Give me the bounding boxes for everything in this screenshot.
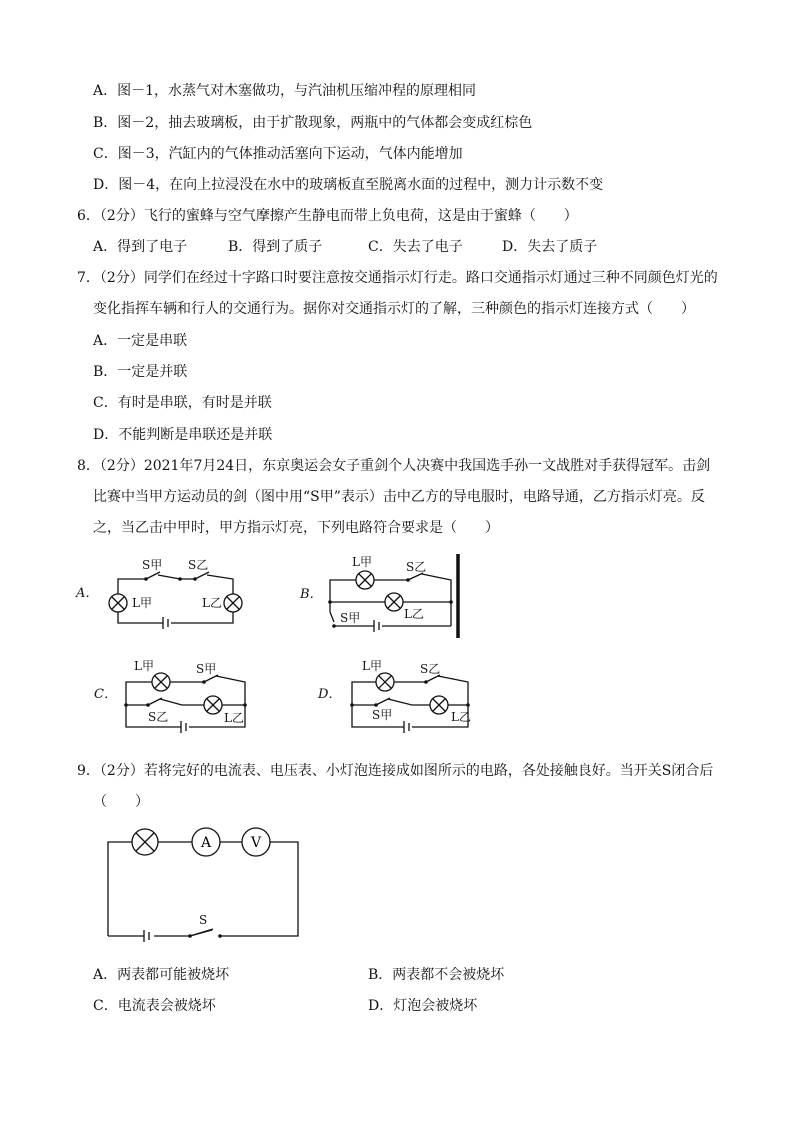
q8-option-c-letter: C． bbox=[94, 687, 117, 702]
q7-option-d: D．不能判断是串联还是并联 bbox=[93, 427, 273, 443]
q8-b-label-l-jia: L甲 bbox=[352, 555, 372, 569]
q9-stem-line-2: （ ） bbox=[93, 794, 149, 810]
q8-c-label-s-jia: S甲 bbox=[196, 662, 217, 676]
q8-option-a-letter: A． bbox=[76, 586, 99, 601]
q9-switch-label: S bbox=[199, 913, 208, 927]
q8-a-label-s-jia: S甲 bbox=[142, 558, 163, 572]
q9-circuit bbox=[100, 820, 310, 945]
q8-option-b-letter: B． bbox=[300, 587, 323, 602]
q8-c-label-s-yi: S乙 bbox=[148, 710, 169, 724]
ammeter-label: A bbox=[200, 835, 212, 851]
q5-option-c: C．图－3，汽缸内的气体推动活塞向下运动，气体内能增加 bbox=[93, 146, 463, 162]
q9-option-b: B．两表都不会被烧坏 bbox=[368, 967, 505, 983]
q8-option-d-letter: D． bbox=[318, 687, 342, 702]
q8-a-label-s-yi: S乙 bbox=[188, 558, 209, 572]
q8-d-label-s-yi: S乙 bbox=[420, 662, 441, 676]
q8-d-label-l-yi: L乙 bbox=[451, 710, 471, 724]
q7-option-a: A．一定是串联 bbox=[93, 333, 188, 349]
q8-stem-line-2: 比赛中当甲方运动员的剑（图中用“S甲”表示）击中乙方的导电服时，电路导通，乙方指示灯亮。反 bbox=[93, 489, 705, 505]
q8-b-label-s-jia: S甲 bbox=[340, 611, 361, 625]
q8-circuit-d bbox=[316, 655, 496, 735]
q8-a-label-l-jia: L甲 bbox=[132, 596, 152, 610]
q8-d-label-s-jia: S甲 bbox=[372, 708, 393, 722]
q9-option-c: C．电流表会被烧坏 bbox=[93, 998, 216, 1014]
q9-option-a: A．两表都可能被烧坏 bbox=[93, 967, 230, 983]
q6-option-a: A．得到了电子 bbox=[93, 239, 188, 255]
q5-option-a: A．图－1，水蒸气对木塞做功，与汽油机压缩冲程的原理相同 bbox=[93, 83, 477, 99]
q8-d-label-l-jia: L甲 bbox=[362, 659, 382, 673]
q6-option-b: B．得到了质子 bbox=[228, 239, 323, 255]
q9-option-d: D．灯泡会被烧坏 bbox=[368, 998, 478, 1014]
q9-options-row-2 bbox=[0, 996, 794, 1016]
q7-option-c: C．有时是串联，有时是并联 bbox=[93, 395, 272, 411]
q6-option-d: D．失去了质子 bbox=[502, 239, 598, 255]
battery-icon bbox=[144, 930, 149, 942]
q7-option-b: B．一定是并联 bbox=[93, 364, 188, 380]
q5-option-d: D．图－4，在向上拉浸没在水中的玻璃板直至脱离水面的过程中，测力计示数不变 bbox=[93, 177, 604, 193]
q9-options-row-1 bbox=[0, 965, 794, 985]
q7-stem-line-2: 变化指挥车辆和行人的交通行为。据你对交通指示灯的了解，三种颜色的指示灯连接方式（ ） bbox=[93, 301, 695, 317]
q8-b-label-l-yi: L乙 bbox=[404, 607, 424, 621]
q8-stem-line-3: 之，当乙击中甲时，甲方指示灯亮，下列电路符合要求是（ ） bbox=[93, 520, 499, 536]
q6-option-c: C．失去了电子 bbox=[368, 239, 463, 255]
q5-option-b: B．图－2，抽去玻璃板，由于扩散现象，两瓶中的气体都会变成红棕色 bbox=[93, 115, 533, 131]
q8-circuit-b bbox=[296, 550, 471, 640]
q8-stem-line-1: 8．（2分）2021年7月24日，东京奥运会女子重剑个人决赛中我国选手孙一文战胜对手获得冠军。击剑 bbox=[77, 458, 711, 474]
q7-stem-line-1: 7．（2分）同学们在经过十字路口时要注意按交通指示灯行走。路口交通指示灯通过三种不同颜色灯光的 bbox=[77, 270, 718, 286]
q8-a-label-l-yi: L乙 bbox=[202, 596, 222, 610]
q8-b-label-s-yi: S乙 bbox=[406, 560, 427, 574]
q8-c-label-l-jia: L甲 bbox=[134, 659, 154, 673]
voltmeter-label: V bbox=[250, 835, 262, 851]
q6-stem: 6．（2分）飞行的蜜蜂与空气摩擦产生静电而带上负电荷，这是由于蜜蜂（ ） bbox=[77, 208, 578, 224]
q6-options bbox=[0, 237, 794, 257]
q8-c-label-l-yi: L乙 bbox=[224, 711, 244, 725]
q8-circuit-a bbox=[70, 555, 250, 630]
q9-stem-line-1: 9．（2分）若将完好的电流表、电压表、小灯泡连接成如图所示的电路，各处接触良好。当开关S闭合后 bbox=[77, 763, 714, 779]
q8-circuit-c bbox=[92, 655, 272, 735]
